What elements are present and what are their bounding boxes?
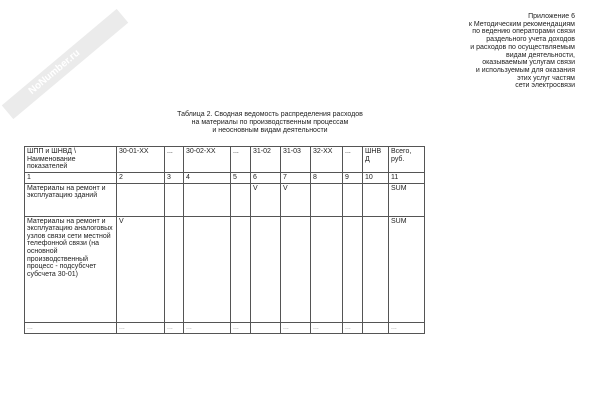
table-cell: ... <box>231 147 251 173</box>
table-cell: 9 <box>343 173 363 184</box>
table-cell <box>343 183 363 216</box>
title-line: на материалы по производственным процессам <box>191 119 349 126</box>
table-cell: Материалы на ремонт и эксплуатацию аналоговых узлов связи сети местной телефонной связи (на основной производственный процесс - подсубсчет субсчета 30-01) <box>25 216 117 322</box>
table-cell: 8 <box>311 173 343 184</box>
table-cell: 31-03 <box>281 147 311 173</box>
table-cell: ... <box>25 322 117 333</box>
table-cell <box>343 216 363 322</box>
appendix-line: раздельного учета доходов <box>486 36 575 44</box>
appendix-line: Приложение 6 <box>528 13 575 20</box>
table-row <box>25 216 425 322</box>
table-row <box>25 322 425 333</box>
table-cell <box>165 216 184 322</box>
table-cell: ... <box>343 147 363 173</box>
table-cell: 2 <box>117 173 165 184</box>
appendix-line: по ведению операторами связи <box>472 28 575 36</box>
appendix-note <box>469 13 575 90</box>
table-cell: ... <box>343 322 363 333</box>
table-cell: 4 <box>184 173 231 184</box>
table-cell: SUM <box>389 183 425 216</box>
table-cell <box>363 183 389 216</box>
table-cell: ... <box>165 322 184 333</box>
watermark: NoNumber.ru <box>2 9 128 119</box>
table-cell: 6 <box>251 173 281 184</box>
table-cell <box>363 216 389 322</box>
table-cell <box>231 216 251 322</box>
table-cell: V <box>117 216 165 322</box>
table-cell: 32-XX <box>311 147 343 173</box>
appendix-line: и расходов по осуществляемым <box>470 43 575 51</box>
table-cell <box>311 183 343 216</box>
distribution-table <box>24 146 425 334</box>
appendix-line: видам деятельности, <box>506 51 575 59</box>
number-row <box>25 173 425 184</box>
title-line: и неосновным видам деятельности <box>212 127 328 134</box>
table-cell <box>251 216 281 322</box>
table-cell <box>281 216 311 322</box>
table-row <box>25 183 425 216</box>
table-cell: Материалы на ремонт и эксплуатацию зданий <box>25 183 117 216</box>
table-cell <box>117 183 165 216</box>
table-cell: ... <box>231 322 251 333</box>
table-cell: ... <box>281 322 311 333</box>
table-cell: ... <box>165 147 184 173</box>
table-cell: 7 <box>281 173 311 184</box>
header-row <box>25 147 425 173</box>
table-cell: ... <box>184 322 231 333</box>
appendix-line: этих услуг частям <box>517 74 575 82</box>
table-cell: 31-02 <box>251 147 281 173</box>
table-cell: V <box>251 183 281 216</box>
appendix-line: сети электросвязи <box>515 82 575 90</box>
table-cell: SUM <box>389 216 425 322</box>
table-cell <box>184 183 231 216</box>
table-cell <box>311 216 343 322</box>
table-cell: ШПП и ШНВД \ Наименование показателей <box>25 147 117 173</box>
table-cell <box>184 216 231 322</box>
appendix-line: и используемым для оказания <box>475 66 575 74</box>
table-cell <box>165 183 184 216</box>
table-cell: 30-02-XX <box>184 147 231 173</box>
table-cell <box>251 322 281 333</box>
table-cell: 11 <box>389 173 425 184</box>
table-cell: Всего, руб. <box>389 147 425 173</box>
table-cell: ШНВ Д <box>363 147 389 173</box>
table-cell: ... <box>389 322 425 333</box>
table-cell: 3 <box>165 173 184 184</box>
table-cell: ... <box>117 322 165 333</box>
table-cell <box>363 322 389 333</box>
table-cell <box>231 183 251 216</box>
table-cell: 5 <box>231 173 251 184</box>
appendix-line: к Методическим рекомендациям <box>468 20 575 28</box>
title-line: Таблица 2. Сводная ведомость распределения расходов <box>177 111 363 118</box>
table-cell: V <box>281 183 311 216</box>
table-title <box>110 111 430 135</box>
table-cell: 1 <box>25 173 117 184</box>
table-cell: 10 <box>363 173 389 184</box>
table-cell: 30-01-XX <box>117 147 165 173</box>
appendix-line: оказываемым услугам связи <box>482 59 575 67</box>
table-cell: ... <box>311 322 343 333</box>
